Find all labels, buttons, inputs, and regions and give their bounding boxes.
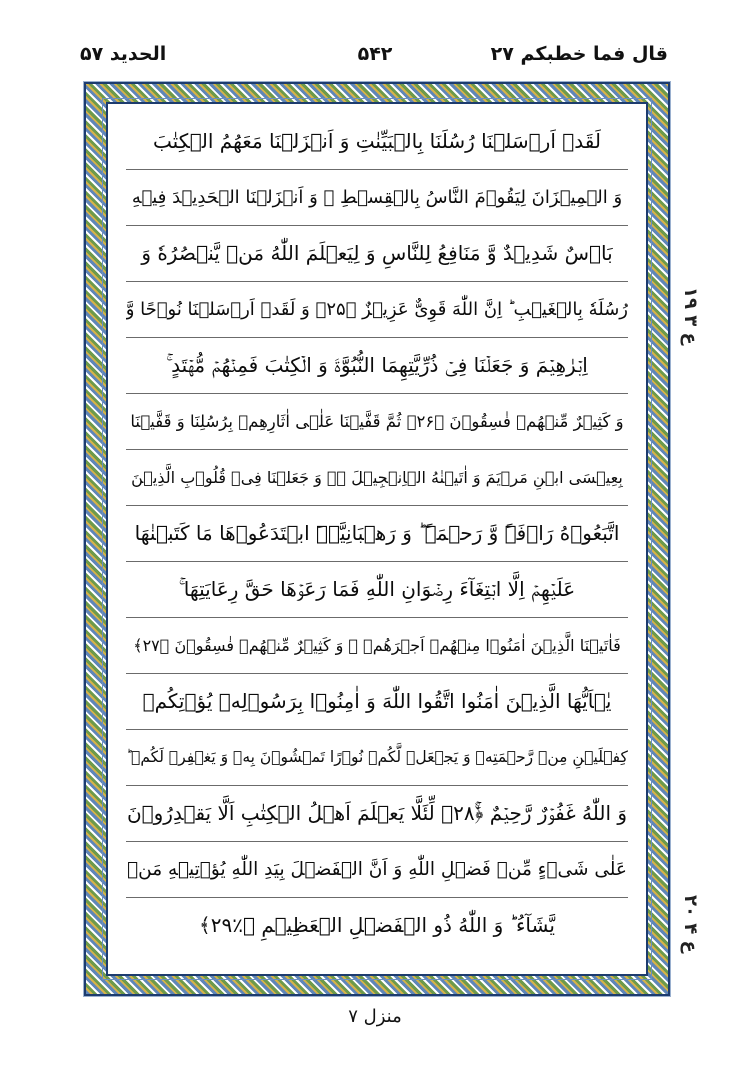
ruku-marker-bottom: ع ۴ ۲۰ (680, 895, 701, 953)
ornamental-border (84, 82, 670, 996)
manzil-label: منزل ۷ (348, 1006, 402, 1027)
surah-name: الحدید ۵۷ (80, 43, 167, 65)
page-number: ۵۴۲ (357, 43, 393, 65)
verse-line: اِبۡرٰهِیۡمَ وَ جَعَلۡنَا فِیۡ ذُرِّیَّتِهِمَا النُّبُوَّۃَ وَ الۡکِتٰبَ فَمِنۡهُمۡ مُّهۡتَدٍ ۚ (126, 338, 628, 394)
verse-line: وَ الۡمِیۡزَانَ لِیَقُوۡمَ النَّاسُ بِالۡقِسۡطِ ۚ وَ اَنۡزَلۡنَا الۡحَدِیۡدَ فِیۡهِ (126, 170, 628, 226)
verse-line: اتَّبَعُوۡهُ رَاۡفَۃً وَّ رَحۡمَۃً ؕ وَ رَهۡبَانِیَّۃَۨ ابۡتَدَعُوۡهَا مَا کَتَبۡنٰهَا (126, 506, 628, 562)
verse-line: عَلٰی شَیۡءٍ مِّنۡ فَضۡلِ اللّٰهِ وَ اَنَّ الۡفَضۡلَ بِیَدِ اللّٰهِ یُؤۡتِیۡهِ مَنۡ (126, 842, 628, 898)
ruku-marker-top: ع ۳ ۱۹ (680, 287, 701, 345)
verse-line: رُسُلَهٗ بِالۡغَیۡبِ ؕ اِنَّ اللّٰهَ قَوِیٌّ عَزِیۡزٌ ﴿۲۵﴾ وَ لَقَدۡ اَرۡسَلۡنَا نُوۡحًا وَّ (126, 282, 628, 338)
verse-line: فَاٰتَیۡنَا الَّذِیۡنَ اٰمَنُوۡا مِنۡهُمۡ اَجۡرَهُمۡ ۚ وَ کَثِیۡرٌ مِّنۡهُمۡ فٰسِقُوۡنَ ﴿۲۷﴾ (126, 618, 628, 674)
verse-line: بِعِیۡسَی ابۡنِ مَرۡیَمَ وَ اٰتَیۡنٰهُ الۡاِنۡجِیۡلَ ۬ۙ وَ جَعَلۡنَا فِیۡ قُلُوۡبِ الَّذِیۡنَ (126, 450, 628, 506)
verse-line: بَاۡسٌ شَدِیۡدٌ وَّ مَنَافِعُ لِلنَّاسِ وَ لِیَعۡلَمَ اللّٰهُ مَنۡ یَّنۡصُرُهٗ وَ (126, 226, 628, 282)
verse-line: لَقَدۡ اَرۡسَلۡنَا رُسُلَنَا بِالۡبَیِّنٰتِ وَ اَنۡزَلۡنَا مَعَهُمُ الۡکِتٰبَ (126, 114, 628, 170)
text-panel (106, 102, 648, 976)
verse-line: عَلَیۡهِمۡ اِلَّا ابۡتِغَآءَ رِضۡوَانِ اللّٰهِ فَمَا رَعَوۡهَا حَقَّ رِعَایَتِهَا ۚ (126, 562, 628, 618)
verse-line: یٰۤاَیُّهَا الَّذِیۡنَ اٰمَنُوا اتَّقُوا اللّٰهَ وَ اٰمِنُوۡا بِرَسُوۡلِهٖ یُؤۡتِکُمۡ (126, 674, 628, 730)
verse-line: وَ کَثِیۡرٌ مِّنۡهُمۡ فٰسِقُوۡنَ ﴿۲۶﴾ ثُمَّ قَفَّیۡنَا عَلٰۤی اٰثَارِهِمۡ بِرُسُلِنَا وَ قَفَّیۡنَا (126, 394, 628, 450)
verse-line: وَ اللّٰهُ غَفُوۡرٌ رَّحِیۡمٌ ﴿ۚۙ۲۸﴾ لِّئَلَّا یَعۡلَمَ اَهۡلُ الۡکِتٰبِ اَلَّا یَقۡدِرُوۡنَ (126, 786, 628, 842)
verse-line: کِفۡلَیۡنِ مِنۡ رَّحۡمَتِهٖ وَ یَجۡعَلۡ لَّکُمۡ نُوۡرًا تَمۡشُوۡنَ بِهٖ وَ یَغۡفِرۡ لَکُمۡ ؕ (126, 730, 628, 786)
verse-line: یَّشَآءُ ؕ وَ اللّٰهُ ذُو الۡفَضۡلِ الۡعَظِیۡمِ ﴿٪۲۹﴾ (199, 913, 555, 937)
juz-name: قال فما خطبکم ۲۷ (490, 43, 668, 65)
